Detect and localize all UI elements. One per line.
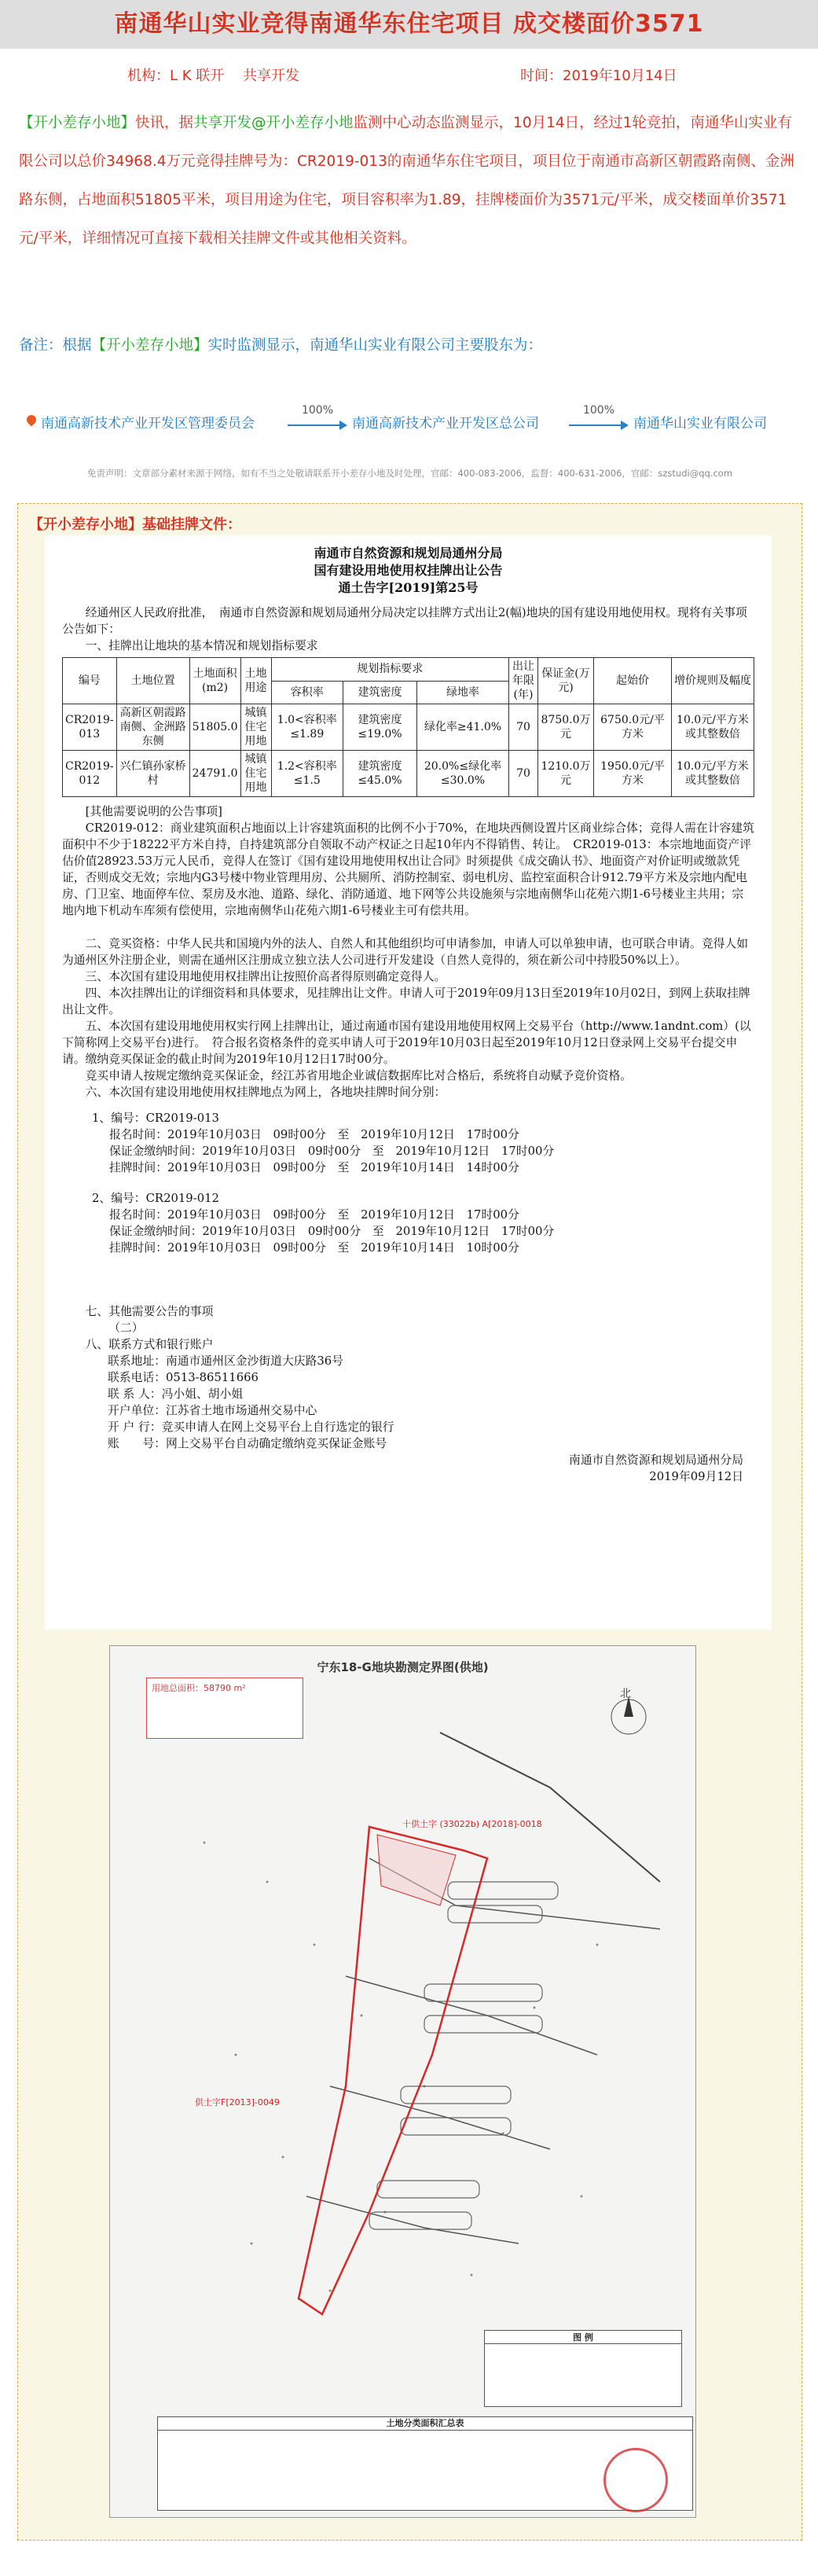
chain-pct-2: 100% bbox=[582, 404, 615, 417]
schedule-listing: 挂牌时间：2019年10月03日 09时00分 至 2019年10月14日 14时00分 bbox=[109, 1161, 519, 1174]
notice-section-5: 五、本次国有建设用地使用权实行网上挂牌出让，通过南通市国有建设用地使用权网上交易平台（http://www.1andnt.com）(以下简称网上交易平台)进行。 符合报名资格条件的竞买申请人可于2019年10月03日起至2019年10月12日登录网上交易平台提交申请。缴纳竞买保证金的截止时间为2019年10月12日17时00分。 bbox=[62, 1020, 751, 1066]
cell: 1950.0元/平方米 bbox=[594, 751, 672, 797]
cell: 城镇住宅用地 bbox=[240, 751, 271, 797]
stat-title: 土地分类面积汇总表 bbox=[158, 2417, 692, 2431]
col-area: 土地面积(m2) bbox=[189, 658, 240, 704]
table-header-row bbox=[63, 658, 754, 682]
memo-tag[interactable]: 【开小差存小地】 bbox=[91, 337, 208, 354]
meta-line bbox=[0, 64, 818, 83]
north-arrow-icon: 北 bbox=[620, 1688, 631, 1700]
col-deposit: 保证金(万元) bbox=[538, 658, 594, 704]
panel-title: 【开小差存小地】基础挂牌文件： bbox=[29, 516, 241, 533]
chain-arrow-2 bbox=[569, 404, 629, 435]
notice-section-1: 一、挂牌出让地块的基本情况和规划指标要求 bbox=[85, 639, 318, 652]
cell: 兴仁镇孙家桥村 bbox=[116, 751, 189, 797]
schedule-deposit: 保证金缴纳时间：2019年10月03日 09时00分 至 2019年10月12日 17时00分 bbox=[109, 1225, 555, 1238]
memo-text: 实时监测显示，南通华山实业有限公司主要股东为： bbox=[207, 337, 543, 354]
table-row bbox=[63, 704, 754, 751]
area-summary bbox=[146, 1678, 303, 1739]
col-id: 编号 bbox=[63, 658, 117, 704]
chain-arrow-1 bbox=[288, 404, 347, 435]
notice-intro: 经通州区人民政府批准， 南通市自然资源和规划局通州分局决定以挂牌方式出让2(幅)地块的国有建设用地使用权。现将有关事项公告如下： bbox=[62, 606, 747, 636]
area-label: 用地总面积： bbox=[152, 1683, 204, 1693]
page-title: 南通华山实业竞得南通华东住宅项目 成交楼面价3571 bbox=[114, 10, 704, 38]
schedule-listing: 挂牌时间：2019年10月03日 09时00分 至 2019年10月14日 10时00分 bbox=[109, 1241, 519, 1255]
schedule-id: 1、编号：CR2019-013 bbox=[92, 1112, 219, 1125]
cell: 8750.0万元 bbox=[538, 704, 594, 751]
col-increment: 增价规则及幅度 bbox=[672, 658, 754, 704]
schedule-lot-1 bbox=[92, 1110, 754, 1176]
notice-section-5b: 竞买申请人按规定缴纳竞买保证金，经江苏省用地企业诚信数据库比对合格后，系统将自动赋予竞价资格。 bbox=[85, 1069, 633, 1082]
notice-section-4: 四、本次挂牌出让的详细资料和具体要求，见挂牌出让文件。申请人可于2019年09月13日至2019年10月02日，到网上获取挂牌出让文件。 bbox=[62, 987, 750, 1016]
notice-org: 南通市自然资源和规划局通州分局 bbox=[314, 546, 503, 560]
area-unit: m² bbox=[233, 1683, 246, 1693]
location-pin-icon bbox=[25, 413, 39, 427]
lots-table bbox=[62, 657, 754, 797]
cell: 24791.0 bbox=[189, 751, 240, 797]
disclaimer: 免责声明：文章部分素材来源于网络，如有不当之处敬请联系开小差存小地及时处理，官邮：400-083-2006，监督：400-631-2006，官邮：szstudi@qq.com bbox=[86, 468, 733, 479]
notice-section-3: 三、本次国有建设用地使用权挂牌出让按照价高者得原则确定竞得人。 bbox=[85, 970, 446, 983]
schedule-id: 2、编号：CR2019-012 bbox=[92, 1192, 219, 1205]
schedule-lot-2 bbox=[92, 1190, 754, 1256]
contact-phone: 联系电话：0513-86511666 bbox=[108, 1371, 259, 1384]
account-bank: 开 户 行：竞买申请人在网上交易平台上自行选定的银行 bbox=[108, 1420, 394, 1434]
platform-link[interactable]: 共享开发@开小差存小地 bbox=[193, 115, 354, 131]
legend-box bbox=[484, 2330, 682, 2407]
schedule-deposit: 保证金缴纳时间：2019年10月03日 09时00分 至 2019年10月12日 17时00分 bbox=[109, 1145, 555, 1158]
notice-section-8: 八、联系方式和银行账户 bbox=[85, 1338, 214, 1351]
cell: 6750.0元/平方米 bbox=[594, 704, 672, 751]
signature-date: 2019年09月12日 bbox=[649, 1470, 743, 1483]
other-matters-text: CR2019-012：商业建筑面积占地面以上计容建筑面积的比例不小于70%，在地块西侧设置片区商业综合体；竞得人需在计容建筑面积中不少于18222平方米自持，自持建筑部分自领取不动产权证之日起10年内不得销售、转让。 CR2019-013：本宗地地面资产评估价值28923.53万元人民币，竞得人在签订《国有建设用地使用权出让合同》时须提供《成交确认书》、地面资产对价证明或缴款凭证，否则成交无效；宗地内G3号楼中物业管理用房、公共厕所、消防控制室、弱电机房、监控室面积合计912.79平方米及宗地内配电房、门卫室、地面停车位、泵房及水池、道路、绿化、消防通道、地下网等公共设施须与宗地南侧华山花苑六期1-6号楼业主共用；宗地内地下机动车库须有偿使用，宗地南侧华山花苑六期1-6号楼业主可有偿共用。 bbox=[62, 821, 754, 917]
news-lead: 快讯，据 bbox=[135, 115, 194, 131]
agency-label: 机构：L K 联开 共享开发 bbox=[127, 68, 299, 84]
cell: 20.0%≤绿化率≤30.0% bbox=[416, 751, 508, 797]
page-header bbox=[0, 0, 818, 49]
col-planning: 规划指标要求 bbox=[271, 658, 508, 682]
area-value: 58790 bbox=[204, 1683, 231, 1693]
survey-title: 宁东18-G地块勘测定界图(供地) bbox=[317, 1660, 489, 1674]
col-location: 土地位置 bbox=[116, 658, 189, 704]
shareholder-chain bbox=[27, 404, 805, 435]
chain-node-committee[interactable]: 南通高新技术产业开发区管理委员会 bbox=[41, 416, 255, 432]
parcel-label-b: 供土字F[2013]-0049 bbox=[195, 2097, 280, 2107]
col-density: 建筑密度 bbox=[343, 681, 417, 704]
col-term: 出让年限(年) bbox=[509, 658, 538, 704]
contact-address: 联系地址：南通市通州区金沙街道大庆路36号 bbox=[108, 1354, 343, 1368]
cell: 建筑密度≤19.0% bbox=[343, 704, 417, 751]
cell: CR2019-012 bbox=[63, 751, 117, 797]
chain-pct-1: 100% bbox=[301, 404, 334, 417]
table-row bbox=[63, 751, 754, 797]
news-paragraph bbox=[19, 104, 801, 258]
source-tag[interactable]: 【开小差存小地】 bbox=[19, 115, 136, 131]
cell: 10.0元/平方米或其整数倍 bbox=[672, 751, 754, 797]
notice-section-2: 二、竞买资格：中华人民共和国境内外的法人、自然人和其他组织均可申请参加，申请人可以单独申请，也可联合申请。竞得人如为通州区外注册企业，则需在通州区注册成立独立法人公司进行开发建设（自然人竞得的，须在新公司中持股50%以上）。 bbox=[62, 937, 749, 967]
col-start-price: 起始价 bbox=[594, 658, 672, 704]
cell: 70 bbox=[509, 751, 538, 797]
official-seal bbox=[603, 2448, 668, 2512]
cell: 绿化率≥41.0% bbox=[416, 704, 508, 751]
notice-section-7: 七、其他需要公告的事项 bbox=[85, 1305, 214, 1318]
cell: 1210.0万元 bbox=[538, 751, 594, 797]
col-green: 绿地率 bbox=[416, 681, 508, 704]
cell: 建筑密度≤45.0% bbox=[343, 751, 417, 797]
notice-title: 国有建设用地使用权挂牌出让公告 bbox=[314, 563, 503, 578]
account-number: 账 号：网上交易平台自动确定缴纳竞买保证金账号 bbox=[108, 1437, 387, 1450]
notice-number: 通土告字[2019]第25号 bbox=[338, 580, 479, 595]
notice-heading bbox=[45, 535, 772, 597]
chain-node-winner[interactable]: 南通华山实业有限公司 bbox=[633, 416, 767, 432]
arrow-right-icon bbox=[339, 421, 347, 430]
news-body: 监测中心动态监测显示，10月14日，经过1轮竞拍，南通华山实业有限公司以总价34968.4万元竞得挂牌号为：CR2019-013的南通华东住宅项目，项目位于南通市高新区朝霞路南侧、金洲路东侧，占地面积51805平米，项目用途为住宅，项目容积率为1.89，挂牌楼面价为3571元/平米，成交楼面单价3571元/平米，详细情况可直接下载相关挂牌文件或其他相关资料。 bbox=[19, 115, 794, 247]
col-use: 土地用途 bbox=[240, 658, 271, 704]
publish-time: 时间：2019年10月14日 bbox=[520, 68, 677, 84]
cell: 1.0<容积率≤1.89 bbox=[271, 704, 343, 751]
cell: 高新区朝霞路南侧、金洲路东侧 bbox=[116, 704, 189, 751]
cell: CR2019-013 bbox=[63, 704, 117, 751]
schedule-registration: 报名时间：2019年10月03日 09时00分 至 2019年10月12日 17时00分 bbox=[109, 1128, 519, 1141]
notice-section-7b: （二） bbox=[108, 1321, 144, 1335]
cell: 51805.0 bbox=[189, 704, 240, 751]
col-far: 容积率 bbox=[271, 681, 343, 704]
contact-person: 联 系 人：冯小姐、胡小姐 bbox=[108, 1387, 244, 1401]
auction-notice bbox=[45, 535, 772, 1630]
chain-node-corporation[interactable]: 南通高新技术产业开发区总公司 bbox=[352, 416, 539, 432]
legend-title: 图 例 bbox=[485, 2331, 681, 2344]
memo-line bbox=[19, 335, 801, 357]
schedule-registration: 报名时间：2019年10月03日 09时00分 至 2019年10月12日 17时00分 bbox=[109, 1208, 519, 1222]
memo-prefix: 备注：根据 bbox=[19, 337, 92, 354]
cell: 10.0元/平方米或其整数倍 bbox=[672, 704, 754, 751]
other-matters-title: [其他需要说明的公告事项] bbox=[85, 805, 222, 818]
listing-documents-panel bbox=[17, 503, 802, 2541]
account-holder: 开户单位：江苏省土地市场通州交易中心 bbox=[108, 1404, 317, 1417]
survey-map bbox=[109, 1645, 696, 2518]
signature-org: 南通市自然资源和规划局通州分局 bbox=[569, 1453, 743, 1467]
cell: 70 bbox=[509, 704, 538, 751]
cell: 城镇住宅用地 bbox=[240, 704, 271, 751]
notice-section-6: 六、本次国有建设用地使用权挂牌地点为网上，各地块挂牌时间分别： bbox=[85, 1086, 446, 1099]
arrow-right-icon bbox=[621, 421, 629, 430]
contact-block bbox=[62, 1353, 754, 1452]
cell: 1.2<容积率≤1.5 bbox=[271, 751, 343, 797]
parcel-label-a: 十供土字 (33022b) A[2018]-0018 bbox=[402, 1819, 542, 1829]
